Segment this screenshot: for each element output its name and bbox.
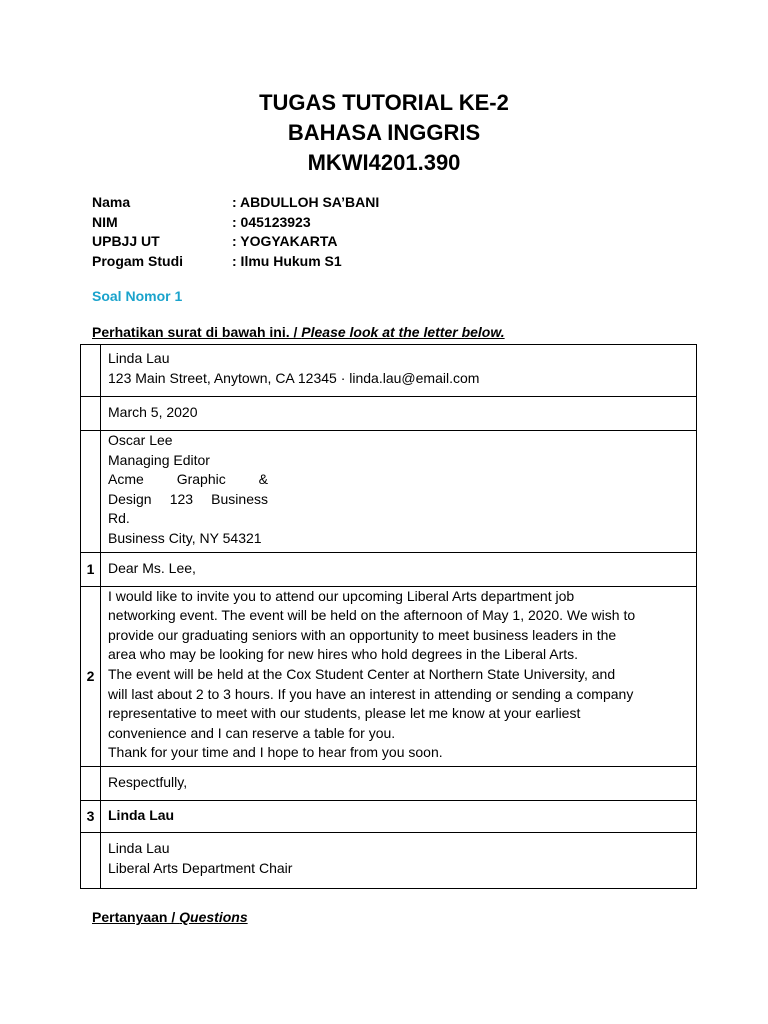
letter-row-date [81, 397, 697, 431]
instruction-indo: Perhatikan surat di bawah ini. / [92, 324, 302, 340]
letter-cell [101, 586, 697, 766]
row-number [81, 345, 101, 397]
info-row-nama [92, 193, 379, 213]
letter-cell [101, 552, 697, 586]
closing: Respectfully, [108, 773, 188, 790]
letter-row-salutation [81, 552, 697, 586]
letter-row-footer [81, 832, 697, 888]
body-line: convenience and I can reserve a table for you. [108, 724, 396, 741]
sender-name: Linda Lau [108, 350, 170, 366]
document-title [0, 88, 768, 178]
signature-name: Linda Lau [108, 806, 175, 823]
instruction [92, 324, 505, 340]
questions-heading [92, 909, 248, 925]
letter-row-signature [81, 800, 697, 832]
letter-cell [101, 832, 697, 888]
body-line: provide our graduating seniors with an opportunity to meet business leaders in the [108, 626, 617, 643]
row-number [81, 832, 101, 888]
title-line-1: TUGAS TUTORIAL KE-2 [259, 90, 509, 115]
info-label: Nama [92, 194, 131, 210]
info-row-upbjj [92, 232, 379, 252]
recipient-name: Oscar Lee [108, 432, 173, 448]
footer-name: Linda Lau [108, 839, 170, 856]
recipient-company-line-3: Rd. [108, 510, 130, 527]
letter-table [80, 344, 697, 889]
recipient-company-line-1: Acme Graphic & [108, 471, 268, 488]
soal-heading: Soal Nomor 1 [92, 288, 183, 304]
salutation: Dear Ms. Lee, [108, 559, 196, 576]
student-info [92, 193, 379, 271]
instruction-english: Please look at the letter below. [301, 324, 505, 340]
letter-cell [101, 800, 697, 832]
questions-indo: Pertanyaan / [92, 909, 180, 925]
letter-cell [101, 345, 697, 397]
body-line: will last about 2 to 3 hours. If you have an interest in attending or sending a company [108, 685, 634, 702]
letter-row-recipient [81, 431, 697, 553]
info-value: : YOGYAKARTA [232, 233, 338, 249]
info-row-prodi [92, 252, 379, 272]
letter-cell [101, 397, 697, 431]
letter-cell [101, 766, 697, 800]
title-line-3: MKWI4201.390 [307, 150, 461, 175]
info-value: : Ilmu Hukum S1 [232, 252, 342, 269]
letter-cell [101, 431, 697, 553]
info-row-nim [92, 213, 379, 233]
info-label: UPBJJ UT [92, 233, 160, 249]
row-number: 2 [81, 586, 101, 766]
footer-title: Liberal Arts Department Chair [108, 859, 293, 876]
body-line: representative to meet with our students, please let me know at your earliest [108, 705, 581, 722]
sender-contact: 123 Main Street, Anytown, CA 12345 · linda.lau@email.com [108, 369, 480, 386]
body-line: networking event. The event will be held on the afternoon of May 1, 2020. We wish to [108, 607, 636, 624]
info-value: : ABDULLOH SA’BANI [232, 194, 380, 210]
title-line-2: BAHASA INGGRIS [287, 120, 481, 145]
row-number: 1 [81, 552, 101, 586]
info-label: NIM [92, 213, 118, 230]
info-label: Progam Studi [92, 252, 184, 269]
body-line: The event will be held at the Cox Student Center at Northern State University, and [108, 665, 616, 682]
questions-english: Questions [179, 909, 248, 925]
recipient-title: Managing Editor [108, 451, 210, 468]
row-number [81, 431, 101, 553]
recipient-company-line-2: Design 123 Business [108, 490, 268, 507]
row-number [81, 766, 101, 800]
recipient-city: Business City, NY 54321 [108, 529, 262, 546]
row-number [81, 397, 101, 431]
letter-row-closing [81, 766, 697, 800]
letter-row-body [81, 586, 697, 766]
body-line: area who may be looking for new hires who hold degrees in the Liberal Arts. [108, 646, 579, 663]
row-number: 3 [81, 800, 101, 832]
letter-row-header [81, 345, 697, 397]
info-value: : 045123923 [232, 213, 311, 230]
body-line: I would like to invite you to attend our upcoming Liberal Arts department job [108, 587, 575, 604]
letter-date: March 5, 2020 [108, 404, 198, 420]
body-line: Thank for your time and I hope to hear from you soon. [108, 744, 443, 761]
